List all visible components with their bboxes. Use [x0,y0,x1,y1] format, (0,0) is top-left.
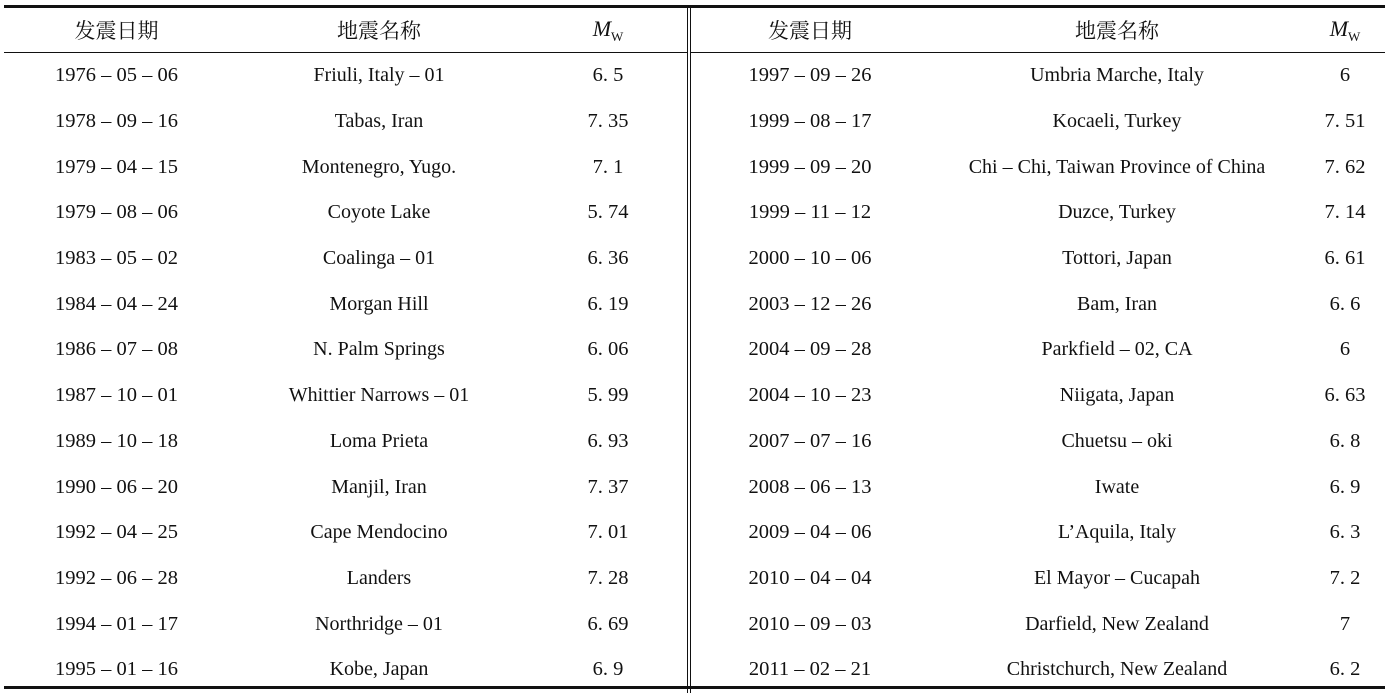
cell-date-right: 1997 – 09 – 26 [748,64,872,87]
cell-name-right: L’Aquila, Italy [1057,521,1177,544]
cell-date-right: 2003 – 12 – 26 [748,292,872,315]
cell-date-left: 1989 – 10 – 18 [55,429,178,452]
cell-date-left: 1987 – 10 – 01 [55,384,178,407]
cell-date-right: 1999 – 08 – 17 [748,110,872,133]
table-row [4,556,1385,602]
cell-name-left: Morgan Hill [329,292,429,315]
cell-mw-right: 7. 62 [1324,155,1366,178]
cell-date-left: 1994 – 01 – 17 [55,612,178,635]
header-mw-left-main: M [592,15,612,41]
header-row [4,8,1385,53]
cell-name-left: Kobe, Japan [329,658,429,681]
cell-name-right: El Mayor – Cucapah [1033,566,1201,589]
cell-mw-right: 6. 9 [1329,475,1361,498]
table-row [4,53,1385,99]
cell-mw-right: 7. 2 [1329,566,1361,589]
cell-mw-left: 7. 35 [529,99,689,145]
cell-name-left: Montenegro, Yugo. [301,155,457,178]
cell-date-right: 2011 – 02 – 21 [748,658,872,681]
cell-date-right: 2004 – 09 – 28 [748,338,872,361]
header-name-left: 地震名称 [229,8,529,53]
cell-mw-right: 6. 8 [1329,429,1361,452]
cell-date-left: 1979 – 04 – 15 [55,155,178,178]
cell-name-right: Christchurch, New Zealand [1006,658,1228,681]
header-date-right: 发震日期 [689,8,929,53]
cell-mw-left: 7. 01 [529,510,689,556]
cell-date-right: 2010 – 09 – 03 [748,612,872,635]
cell-name-right: Darfield, New Zealand [1025,612,1209,635]
header-mw-left [529,8,689,53]
header-mw-right-main: M [1329,15,1349,41]
cell-name-right: Iwate [1094,475,1140,498]
cell-name-right: Chi – Chi, Taiwan Province of China [968,155,1266,178]
cell-name-right: Umbria Marche, Italy [1030,64,1204,87]
cell-mw-left: 7. 1 [529,144,689,190]
cell-date-right: 1999 – 11 – 12 [748,201,872,224]
cell-mw-right: 7 [1339,612,1351,635]
cell-date-left: 1979 – 08 – 06 [55,201,178,224]
table-row [4,419,1385,465]
cell-mw-left: 6. 69 [529,601,689,647]
cell-mw-right: 6 [1339,338,1351,361]
cell-name-left: Coalinga – 01 [322,247,436,270]
cell-mw-left: 7. 37 [529,464,689,510]
cell-name-right: Duzce, Turkey [1058,201,1176,224]
cell-name-right: Bam, Iran [1077,292,1157,315]
table-body [4,53,1385,693]
table-row [4,647,1385,693]
cell-name-left: Landers [346,566,412,589]
table-row [4,236,1385,282]
cell-date-left: 1976 – 05 – 06 [55,64,178,87]
cell-name-left: Cape Mendocino [310,521,448,544]
table-row [4,281,1385,327]
cell-name-left: Loma Prieta [329,429,429,452]
cell-mw-right: 6. 6 [1329,292,1361,315]
cell-name-left: Whittier Narrows – 01 [288,384,470,407]
cell-mw-left: 6. 36 [529,236,689,282]
cell-date-left: 1986 – 07 – 08 [55,338,178,361]
cell-date-right: 2009 – 04 – 06 [748,521,872,544]
cell-mw-left: 6. 93 [529,419,689,465]
header-name-right: 地震名称 [929,8,1305,53]
cell-date-left: 1983 – 05 – 02 [55,247,178,270]
table-row [4,144,1385,190]
cell-name-right: Kocaeli, Turkey [1052,110,1182,133]
cell-date-left: 1992 – 06 – 28 [55,566,178,589]
cell-mw-right: 6. 3 [1329,521,1361,544]
header-date-left: 发震日期 [4,8,229,53]
cell-mw-left: 6. 19 [529,281,689,327]
cell-name-right: Parkfield – 02, CA [1041,338,1193,361]
cell-date-right: 1999 – 09 – 20 [748,155,872,178]
header-mw-right-sub: W [1348,28,1361,44]
cell-date-left: 1992 – 04 – 25 [55,521,178,544]
table-row [4,373,1385,419]
cell-name-left: N. Palm Springs [313,338,445,361]
table-row [4,99,1385,145]
cell-mw-left: 7. 28 [529,556,689,602]
cell-name-left: Tabas, Iran [334,110,424,133]
cell-name-left: Manjil, Iran [331,475,427,498]
cell-mw-left: 5. 99 [529,373,689,419]
cell-date-right: 2008 – 06 – 13 [748,475,872,498]
cell-name-right: Niigata, Japan [1059,384,1175,407]
table-row [4,327,1385,373]
cell-mw-left: 6. 06 [529,327,689,373]
table-row [4,190,1385,236]
cell-mw-right: 6. 63 [1324,384,1366,407]
header-mw-left-sub: W [611,28,624,44]
cell-name-right: Tottori, Japan [1062,247,1172,270]
earthquake-table [4,8,1385,693]
earthquake-table-container [4,5,1385,689]
cell-date-right: 2004 – 10 – 23 [748,384,872,407]
cell-date-left: 1995 – 01 – 16 [55,658,178,681]
cell-name-left: Friuli, Italy – 01 [313,64,445,87]
cell-date-right: 2007 – 07 – 16 [748,429,872,452]
cell-mw-right: 6 [1339,64,1351,87]
cell-date-left: 1984 – 04 – 24 [55,292,178,315]
cell-mw-left: 5. 74 [529,190,689,236]
cell-mw-left: 6. 5 [529,53,689,99]
cell-date-left: 1978 – 09 – 16 [55,110,178,133]
cell-mw-right: 6. 2 [1329,658,1361,681]
cell-name-right: Chuetsu – oki [1061,429,1173,452]
header-mw-right [1305,8,1385,53]
cell-date-right: 2010 – 04 – 04 [748,566,872,589]
cell-date-right: 2000 – 10 – 06 [748,247,872,270]
cell-date-left: 1990 – 06 – 20 [55,475,178,498]
cell-name-left: Coyote Lake [327,201,431,224]
table-row [4,601,1385,647]
cell-mw-right: 7. 14 [1324,201,1366,224]
cell-mw-right: 7. 51 [1324,110,1366,133]
cell-name-left: Northridge – 01 [315,612,443,635]
table-row [4,510,1385,556]
cell-mw-left: 6. 9 [529,647,689,693]
table-row [4,464,1385,510]
cell-mw-right: 6. 61 [1324,247,1366,270]
